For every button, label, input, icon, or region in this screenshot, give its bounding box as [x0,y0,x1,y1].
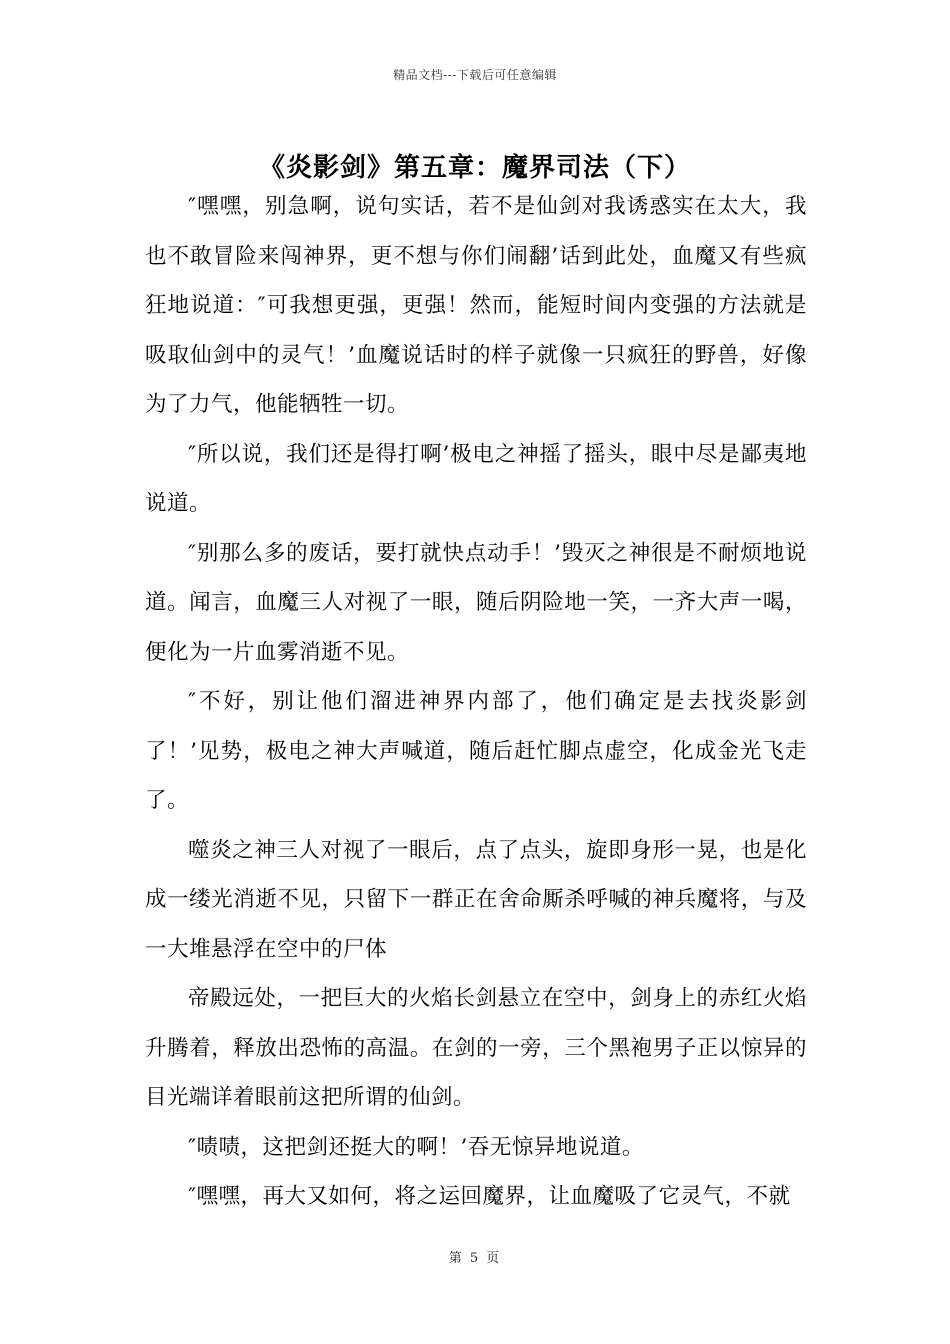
document-body [145,182,807,1222]
paragraph: 帝殿远处，一把巨大的火焰长剑悬立在空中，剑身上的赤红火焰升腾着，释放出恐怖的高温。在剑的一旁，三个黑袍男子正以惊异的目光端详着眼前这把所谓的仙剑。 [145,986,807,1110]
paragraph: ″嘿嘿，别急啊，说句实话，若不是仙剑对我诱惑实在太大，我也不敢冒险来闯神界，更不想与你们闹翻’话到此处，血魔又有些疯狂地说道：″可我想更强，更强！然而，能短时间内变强的方法就是吸取仙剑中的灵气！’血魔说话时的样子就像一只疯狂的野兽，好像为了力气，他能牺牲一切。 [145,194,807,417]
paragraph: ″不好，别让他们溜进神界内部了，他们确定是去找炎影剑了！’见势，极电之神大声喊道，随后赶忙脚点虚空，化成金光飞走了。 [145,689,807,813]
header-note: 精品文档---下载后可任意编辑 [393,68,557,82]
paragraph: ″所以说，我们还是得打啊’极电之神摇了摇头，眼中尽是鄙夷地说道。 [145,441,807,516]
paragraph: ″嘿嘿，再大又如何，将之运回魔界，让血魔吸了它灵气，不就 [188,1184,791,1209]
page-number: 第 5 页 [448,1251,502,1266]
paragraph: 噬炎之神三人对视了一眼后，点了点头，旋即身形一晃，也是化成一缕光消逝不见，只留下一群正在舍命厮杀呼喊的神兵魔将，与及一大堆悬浮在空中的尸体 [145,837,807,962]
document-title: 《炎影剑》第五章：魔界司法（下） [258,153,691,184]
paragraph: ″啧啧，这把剑还挺大的啊！’吞无惊异地说道。 [188,1134,644,1160]
paragraph: ″别那么多的废话，要打就快点动手！’毁灭之神很是不耐烦地说道。闻言，血魔三人对视了一眼，随后阴险地一笑，一齐大声一喝，便化为一片血雾消逝不见。 [145,540,807,665]
